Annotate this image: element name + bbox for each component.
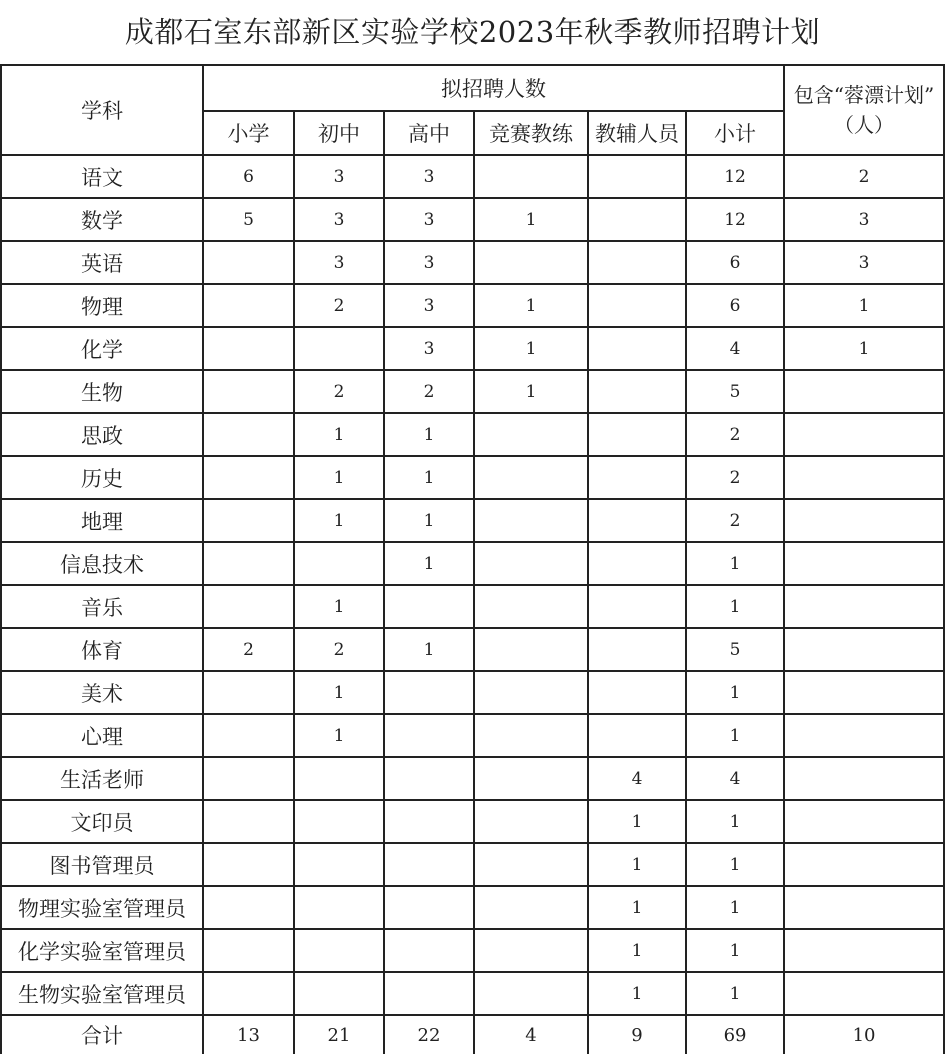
table-row bbox=[1, 929, 944, 972]
cell-subtotal: 4 bbox=[686, 757, 784, 800]
cell-support-staff bbox=[588, 585, 686, 628]
cell-subtotal: 1 bbox=[686, 886, 784, 929]
cell-rongpiao: 1 bbox=[784, 327, 944, 370]
cell-rongpiao bbox=[784, 972, 944, 1015]
cell-senior: 3 bbox=[384, 241, 474, 284]
cell-primary bbox=[203, 757, 294, 800]
cell-junior: 3 bbox=[294, 155, 384, 198]
cell-support-staff bbox=[588, 542, 686, 585]
cell-rongpiao bbox=[784, 800, 944, 843]
table-row bbox=[1, 456, 944, 499]
cell-competition-coach bbox=[474, 542, 588, 585]
cell-senior bbox=[384, 886, 474, 929]
cell-rongpiao bbox=[784, 886, 944, 929]
cell-subtotal: 5 bbox=[686, 370, 784, 413]
table-row bbox=[1, 284, 944, 327]
cell-support-staff: 1 bbox=[588, 800, 686, 843]
cell-junior: 1 bbox=[294, 714, 384, 757]
cell-junior: 1 bbox=[294, 499, 384, 542]
cell-junior: 1 bbox=[294, 413, 384, 456]
cell-subtotal: 4 bbox=[686, 327, 784, 370]
table-row bbox=[1, 155, 944, 198]
cell-competition-coach bbox=[474, 671, 588, 714]
cell-junior bbox=[294, 843, 384, 886]
header-rongpiao bbox=[784, 65, 944, 155]
table-row bbox=[1, 843, 944, 886]
cell-junior: 2 bbox=[294, 370, 384, 413]
cell-primary bbox=[203, 843, 294, 886]
cell-primary: 6 bbox=[203, 155, 294, 198]
cell-junior bbox=[294, 327, 384, 370]
header-junior: 初中 bbox=[294, 111, 384, 155]
cell-rongpiao bbox=[784, 370, 944, 413]
cell-senior: 1 bbox=[384, 456, 474, 499]
cell-competition-coach bbox=[474, 456, 588, 499]
cell-subject: 英语 bbox=[1, 241, 203, 284]
cell-competition-coach bbox=[474, 241, 588, 284]
cell-subject: 信息技术 bbox=[1, 542, 203, 585]
header-recruit-count-group: 拟招聘人数 bbox=[203, 65, 784, 111]
header-subject: 学科 bbox=[1, 65, 203, 155]
cell-subject: 体育 bbox=[1, 628, 203, 671]
cell-subtotal: 2 bbox=[686, 413, 784, 456]
cell-rongpiao: 3 bbox=[784, 241, 944, 284]
table-row bbox=[1, 241, 944, 284]
cell-competition-coach bbox=[474, 585, 588, 628]
cell-primary bbox=[203, 800, 294, 843]
cell-support-staff: 4 bbox=[588, 757, 686, 800]
cell-primary bbox=[203, 886, 294, 929]
table-row bbox=[1, 327, 944, 370]
cell-senior bbox=[384, 929, 474, 972]
cell-subject: 图书管理员 bbox=[1, 843, 203, 886]
cell-support-staff bbox=[588, 714, 686, 757]
cell-competition-coach bbox=[474, 155, 588, 198]
cell-competition-coach bbox=[474, 800, 588, 843]
cell-rongpiao bbox=[784, 628, 944, 671]
table-row bbox=[1, 370, 944, 413]
cell-subject: 心理 bbox=[1, 714, 203, 757]
header-primary: 小学 bbox=[203, 111, 294, 155]
cell-competition-coach: 1 bbox=[474, 370, 588, 413]
cell-primary bbox=[203, 370, 294, 413]
cell-subtotal: 1 bbox=[686, 929, 784, 972]
cell-rongpiao: 2 bbox=[784, 155, 944, 198]
cell-primary bbox=[203, 284, 294, 327]
cell-subtotal: 1 bbox=[686, 585, 784, 628]
total-cell-junior: 21 bbox=[294, 1015, 384, 1054]
cell-support-staff bbox=[588, 671, 686, 714]
cell-competition-coach bbox=[474, 714, 588, 757]
cell-junior bbox=[294, 542, 384, 585]
table-row bbox=[1, 972, 944, 1015]
cell-subject: 生物 bbox=[1, 370, 203, 413]
cell-senior: 2 bbox=[384, 370, 474, 413]
cell-senior: 1 bbox=[384, 499, 474, 542]
cell-senior bbox=[384, 800, 474, 843]
cell-junior: 3 bbox=[294, 198, 384, 241]
cell-primary bbox=[203, 972, 294, 1015]
table-row bbox=[1, 413, 944, 456]
cell-subject: 美术 bbox=[1, 671, 203, 714]
cell-subtotal: 2 bbox=[686, 499, 784, 542]
cell-subject: 生物实验室管理员 bbox=[1, 972, 203, 1015]
cell-primary bbox=[203, 929, 294, 972]
cell-rongpiao bbox=[784, 757, 944, 800]
cell-senior bbox=[384, 757, 474, 800]
cell-competition-coach bbox=[474, 843, 588, 886]
cell-support-staff bbox=[588, 241, 686, 284]
cell-senior bbox=[384, 585, 474, 628]
cell-competition-coach bbox=[474, 499, 588, 542]
cell-subject: 音乐 bbox=[1, 585, 203, 628]
cell-junior: 2 bbox=[294, 628, 384, 671]
cell-subject: 思政 bbox=[1, 413, 203, 456]
header-competition-coach: 竞赛教练 bbox=[474, 111, 588, 155]
header-rongpiao-line1: 包含“蓉漂计划” bbox=[793, 83, 935, 107]
cell-junior bbox=[294, 757, 384, 800]
total-cell-rongpiao: 10 bbox=[784, 1015, 944, 1054]
cell-junior bbox=[294, 972, 384, 1015]
cell-competition-coach: 1 bbox=[474, 198, 588, 241]
cell-support-staff bbox=[588, 413, 686, 456]
cell-rongpiao bbox=[784, 585, 944, 628]
cell-junior bbox=[294, 929, 384, 972]
cell-subject: 文印员 bbox=[1, 800, 203, 843]
table-row bbox=[1, 800, 944, 843]
cell-subject: 数学 bbox=[1, 198, 203, 241]
cell-subtotal: 1 bbox=[686, 714, 784, 757]
cell-junior: 3 bbox=[294, 241, 384, 284]
cell-competition-coach: 1 bbox=[474, 327, 588, 370]
cell-rongpiao bbox=[784, 929, 944, 972]
cell-support-staff bbox=[588, 499, 686, 542]
cell-primary bbox=[203, 413, 294, 456]
cell-senior: 1 bbox=[384, 542, 474, 585]
cell-primary bbox=[203, 241, 294, 284]
cell-subject: 历史 bbox=[1, 456, 203, 499]
cell-rongpiao bbox=[784, 542, 944, 585]
cell-primary bbox=[203, 542, 294, 585]
table-row bbox=[1, 714, 944, 757]
cell-rongpiao bbox=[784, 456, 944, 499]
total-label: 合计 bbox=[1, 1015, 203, 1054]
table-row bbox=[1, 628, 944, 671]
cell-subtotal: 1 bbox=[686, 972, 784, 1015]
cell-support-staff: 1 bbox=[588, 972, 686, 1015]
cell-subtotal: 6 bbox=[686, 241, 784, 284]
cell-primary bbox=[203, 456, 294, 499]
cell-rongpiao bbox=[784, 714, 944, 757]
cell-subject: 物理实验室管理员 bbox=[1, 886, 203, 929]
cell-senior: 1 bbox=[384, 413, 474, 456]
cell-junior: 1 bbox=[294, 671, 384, 714]
header-rongpiao-line2: （人） bbox=[834, 113, 895, 137]
cell-primary: 5 bbox=[203, 198, 294, 241]
cell-support-staff bbox=[588, 198, 686, 241]
cell-support-staff: 1 bbox=[588, 929, 686, 972]
cell-primary bbox=[203, 714, 294, 757]
table-row bbox=[1, 585, 944, 628]
cell-junior: 1 bbox=[294, 585, 384, 628]
cell-competition-coach bbox=[474, 628, 588, 671]
page-title: 成都石室东部新区实验学校2023年秋季教师招聘计划 bbox=[124, 15, 821, 49]
cell-rongpiao bbox=[784, 671, 944, 714]
cell-senior bbox=[384, 843, 474, 886]
header-subtotal: 小计 bbox=[686, 111, 784, 155]
cell-rongpiao bbox=[784, 413, 944, 456]
table-row bbox=[1, 757, 944, 800]
cell-competition-coach: 1 bbox=[474, 284, 588, 327]
cell-senior: 1 bbox=[384, 628, 474, 671]
total-cell-subtotal: 69 bbox=[686, 1015, 784, 1054]
total-row bbox=[1, 1015, 944, 1054]
header-senior: 高中 bbox=[384, 111, 474, 155]
cell-subtotal: 2 bbox=[686, 456, 784, 499]
cell-senior bbox=[384, 972, 474, 1015]
cell-subtotal: 12 bbox=[686, 198, 784, 241]
cell-primary bbox=[203, 327, 294, 370]
cell-subject: 化学实验室管理员 bbox=[1, 929, 203, 972]
cell-senior: 3 bbox=[384, 327, 474, 370]
cell-subtotal: 1 bbox=[686, 671, 784, 714]
cell-competition-coach bbox=[474, 757, 588, 800]
table-row bbox=[1, 542, 944, 585]
cell-competition-coach bbox=[474, 413, 588, 456]
cell-primary: 2 bbox=[203, 628, 294, 671]
total-cell-primary: 13 bbox=[203, 1015, 294, 1054]
cell-rongpiao: 1 bbox=[784, 284, 944, 327]
cell-primary bbox=[203, 671, 294, 714]
cell-rongpiao: 3 bbox=[784, 198, 944, 241]
recruitment-table bbox=[0, 64, 945, 1054]
cell-junior bbox=[294, 886, 384, 929]
cell-subtotal: 1 bbox=[686, 843, 784, 886]
cell-subtotal: 1 bbox=[686, 542, 784, 585]
cell-subtotal: 5 bbox=[686, 628, 784, 671]
cell-support-staff bbox=[588, 155, 686, 198]
cell-support-staff bbox=[588, 284, 686, 327]
table-row bbox=[1, 198, 944, 241]
total-cell-support-staff: 9 bbox=[588, 1015, 686, 1054]
cell-senior bbox=[384, 671, 474, 714]
cell-subject: 生活老师 bbox=[1, 757, 203, 800]
cell-subtotal: 12 bbox=[686, 155, 784, 198]
total-cell-competition-coach: 4 bbox=[474, 1015, 588, 1054]
cell-support-staff bbox=[588, 628, 686, 671]
table-row bbox=[1, 671, 944, 714]
header-support-staff: 教辅人员 bbox=[588, 111, 686, 155]
cell-competition-coach bbox=[474, 886, 588, 929]
cell-support-staff bbox=[588, 370, 686, 413]
cell-rongpiao bbox=[784, 843, 944, 886]
total-cell-senior: 22 bbox=[384, 1015, 474, 1054]
cell-primary bbox=[203, 499, 294, 542]
cell-junior: 2 bbox=[294, 284, 384, 327]
cell-subject: 地理 bbox=[1, 499, 203, 542]
cell-subtotal: 6 bbox=[686, 284, 784, 327]
cell-senior: 3 bbox=[384, 284, 474, 327]
cell-rongpiao bbox=[784, 499, 944, 542]
cell-support-staff: 1 bbox=[588, 843, 686, 886]
cell-subject: 语文 bbox=[1, 155, 203, 198]
table-row bbox=[1, 499, 944, 542]
cell-support-staff bbox=[588, 456, 686, 499]
cell-competition-coach bbox=[474, 929, 588, 972]
cell-senior: 3 bbox=[384, 198, 474, 241]
cell-subject: 化学 bbox=[1, 327, 203, 370]
cell-junior bbox=[294, 800, 384, 843]
cell-support-staff bbox=[588, 327, 686, 370]
cell-competition-coach bbox=[474, 972, 588, 1015]
cell-subject: 物理 bbox=[1, 284, 203, 327]
cell-support-staff: 1 bbox=[588, 886, 686, 929]
cell-subtotal: 1 bbox=[686, 800, 784, 843]
table-header-row bbox=[1, 65, 944, 111]
cell-primary bbox=[203, 585, 294, 628]
cell-senior bbox=[384, 714, 474, 757]
cell-senior: 3 bbox=[384, 155, 474, 198]
cell-junior: 1 bbox=[294, 456, 384, 499]
table-row bbox=[1, 886, 944, 929]
table-body bbox=[1, 155, 944, 1054]
